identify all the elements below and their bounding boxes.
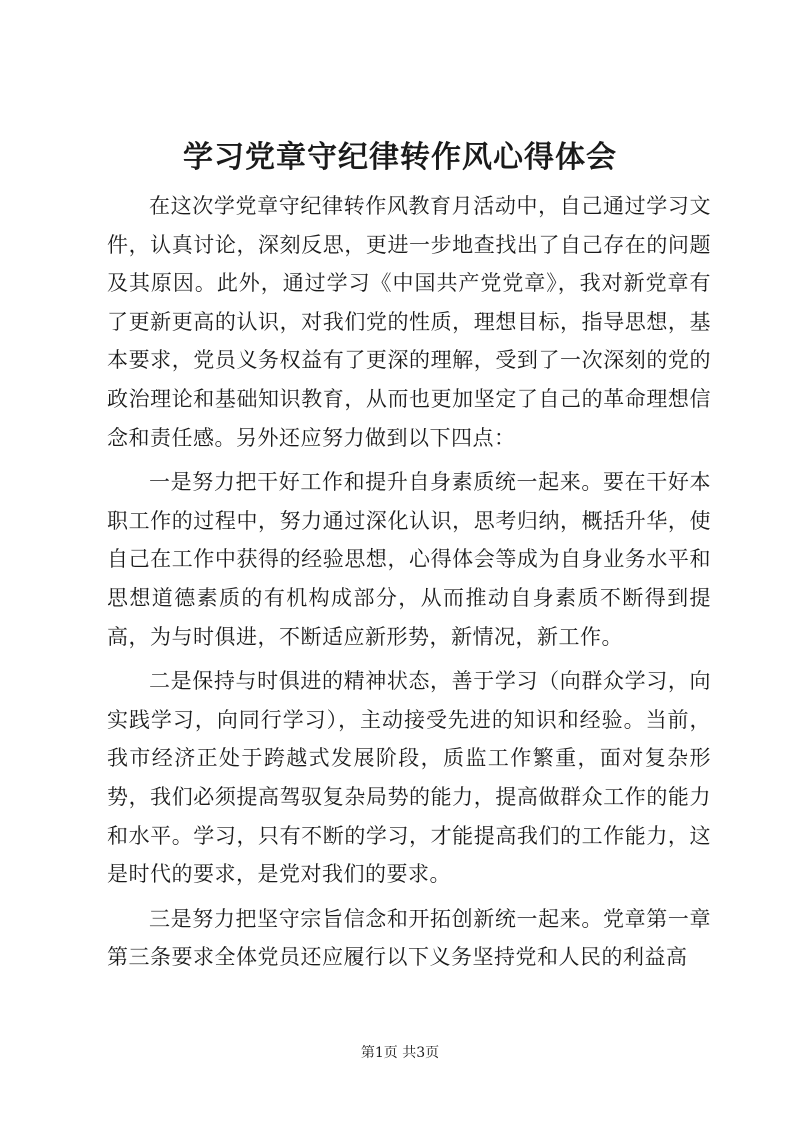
- paragraph-intro: 在这次学党章守纪律转作风教育月活动中，自己通过学习文件，认真讨论，深刻反思，更进一步地查找出了自己存在的问题及其原因。此外，通过学习《中国共产党党章》，我对新党章有了更新更高的认识，对我们党的性质，理想目标，指导思想，基本要求，党员义务权益有了更深的理解，受到了一次深刻的党的政治理论和基础知识教育，从而也更加坚定了自己的革命理想信念和责任感。另外还应努力做到以下四点：: [107, 194, 711, 450]
- paragraph-point-one: 一是努力把干好工作和提升自身素质统一起来。要在干好本职工作的过程中，努力通过深化认识，思考归纳，概括升华，使自己在工作中获得的经验思想，心得体会等成为自身业务水平和思想道德素质的有机构成部分，从而推动自身素质不断得到提高，为与时俱进，不断适应新形势，新情况，新工作。: [107, 470, 711, 649]
- document-body: [107, 187, 711, 977]
- paragraph-point-two: 二是保持与时俱进的精神状态，善于学习（向群众学习，向实践学习，向同行学习），主动接受先进的知识和经验。当前，我市经济正处于跨越式发展阶段，质监工作繁重，面对复杂形势，我们必须提高驾驭复杂局势的能力，提高做群众工作的能力和水平。学习，只有不断的学习，才能提高我们的工作能力，这是时代的要求，是党对我们的要求。: [107, 669, 711, 887]
- document-title: 学习党章守纪律转作风心得体会: [183, 140, 617, 175]
- paragraph-point-three: 三是努力把坚守宗旨信念和开拓创新统一起来。党章第一章第三条要求全体党员还应履行以下义务坚持党和人民的利益高: [107, 906, 711, 970]
- page-number-footer: 第1页 共3页: [360, 1045, 440, 1061]
